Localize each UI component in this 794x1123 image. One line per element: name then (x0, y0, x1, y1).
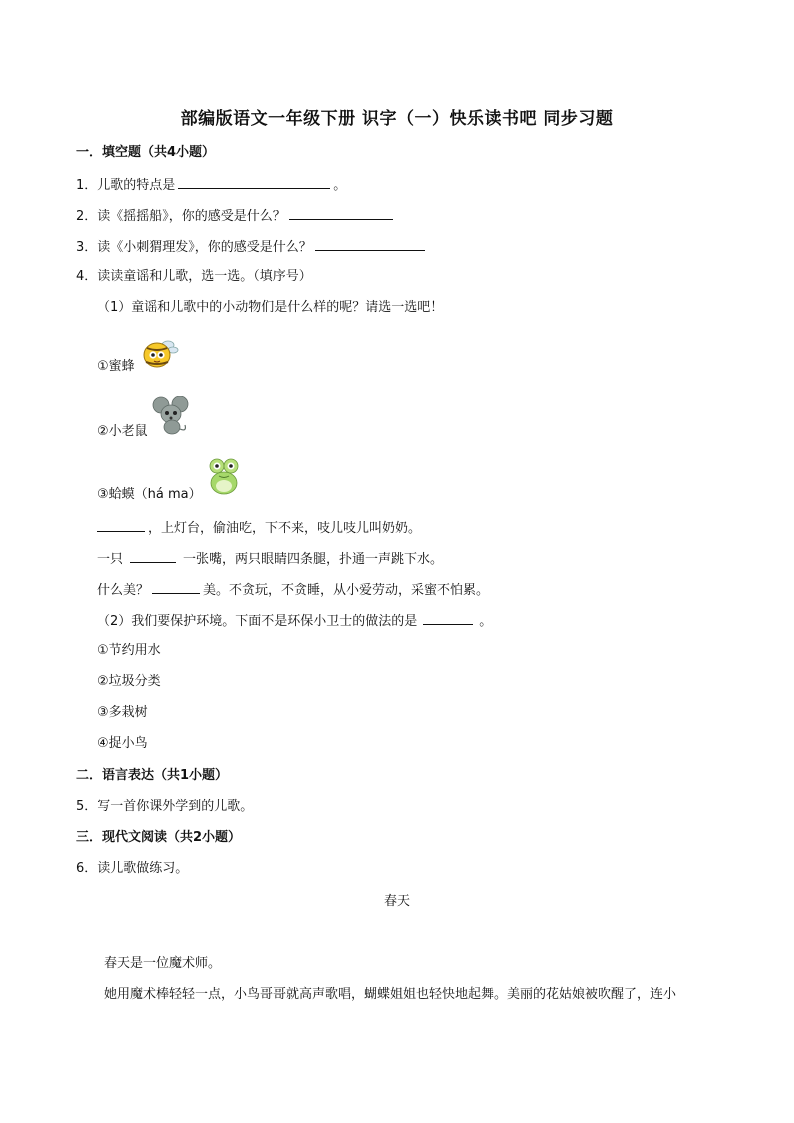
choice-catch-birds: ④捉小鸟 (97, 736, 148, 751)
choice-save-water: ①节约用水 (97, 643, 161, 658)
bee-icon (140, 336, 180, 372)
question-2-blank[interactable] (289, 206, 393, 220)
rhyme-line-3-start: 什么美？ (97, 583, 150, 598)
question-4-part-1: （1）童谣和儿歌中的小动物们是什么样的呢？请选一选吧！ (97, 300, 444, 315)
rhyme-2-blank[interactable] (130, 549, 176, 563)
question-2-text: 2．读《摇摇船》，你的感受是什么？ (76, 209, 286, 224)
question-4: 4．读读童谣和儿歌，选一选。（填序号） (76, 269, 312, 284)
rhyme-3-blank[interactable] (152, 580, 200, 594)
rhyme-line-2 (97, 549, 443, 569)
question-4-part-2-text: （2）我们要保护环境。下面不是环保小卫士的做法的是 (97, 614, 418, 629)
choice-plant-trees: ③多栽树 (97, 705, 148, 720)
question-1 (76, 175, 346, 195)
question-1-blank[interactable] (178, 175, 330, 189)
mouse-icon (152, 396, 190, 436)
option-bee: ①蜜蜂 (97, 359, 135, 374)
question-3-text: 3．读《小刺猬理发》，你的感受是什么？ (76, 240, 312, 255)
question-5: 5．写一首你课外学到的儿歌。 (76, 799, 254, 814)
section-heading-modern-reading: 三．现代文阅读（共2小题） (76, 830, 242, 845)
rhyme-line-1-text: ，上灯台，偷油吃，下不来，吱儿吱儿叫奶奶。 (148, 521, 422, 536)
question-3 (76, 237, 428, 257)
rhyme-line-1 (97, 518, 421, 538)
question-4-part-2-blank[interactable] (423, 611, 473, 625)
question-4-part-2-end: 。 (479, 614, 493, 629)
poem-paragraph-1: 春天是一位魔术师。 (104, 956, 222, 971)
choice-sort-garbage: ②垃圾分类 (97, 674, 161, 689)
rhyme-line-3-text: 美。不贪玩，不贪睡，从小爱劳动，采蜜不怕累。 (203, 583, 490, 598)
section-heading-language-expression: 二．语言表达（共1小题） (76, 768, 229, 783)
poem-title: 春天 (383, 894, 410, 909)
question-2 (76, 206, 396, 226)
rhyme-line-2-start: 一只 (97, 552, 124, 567)
option-mouse: ②小老鼠 (97, 424, 148, 439)
rhyme-1-blank[interactable] (97, 518, 145, 532)
poem-paragraph-2: 她用魔术棒轻轻一点，小鸟哥哥就高声歌唱，蝴蝶姐姐也轻快地起舞。美丽的花姑娘被吹醒了，连小 (104, 987, 677, 1002)
rhyme-line-2-text: 一张嘴，两只眼睛四条腿，扑通一声跳下水。 (183, 552, 444, 567)
question-3-blank[interactable] (315, 237, 425, 251)
question-4-part-2 (97, 611, 492, 631)
question-1-end: 。 (333, 178, 347, 193)
page-title: 部编版语文一年级下册 识字（一）快乐读书吧 同步习题 (180, 109, 614, 129)
section-heading-fill-blank: 一．填空题（共4小题） (76, 145, 216, 160)
rhyme-line-3 (97, 580, 489, 600)
toad-icon (206, 458, 242, 496)
question-1-text: 1．儿歌的特点是 (76, 178, 176, 193)
option-toad: ③蛤蟆（há ma） (97, 487, 202, 502)
question-6: 6．读儿歌做练习。 (76, 861, 189, 876)
